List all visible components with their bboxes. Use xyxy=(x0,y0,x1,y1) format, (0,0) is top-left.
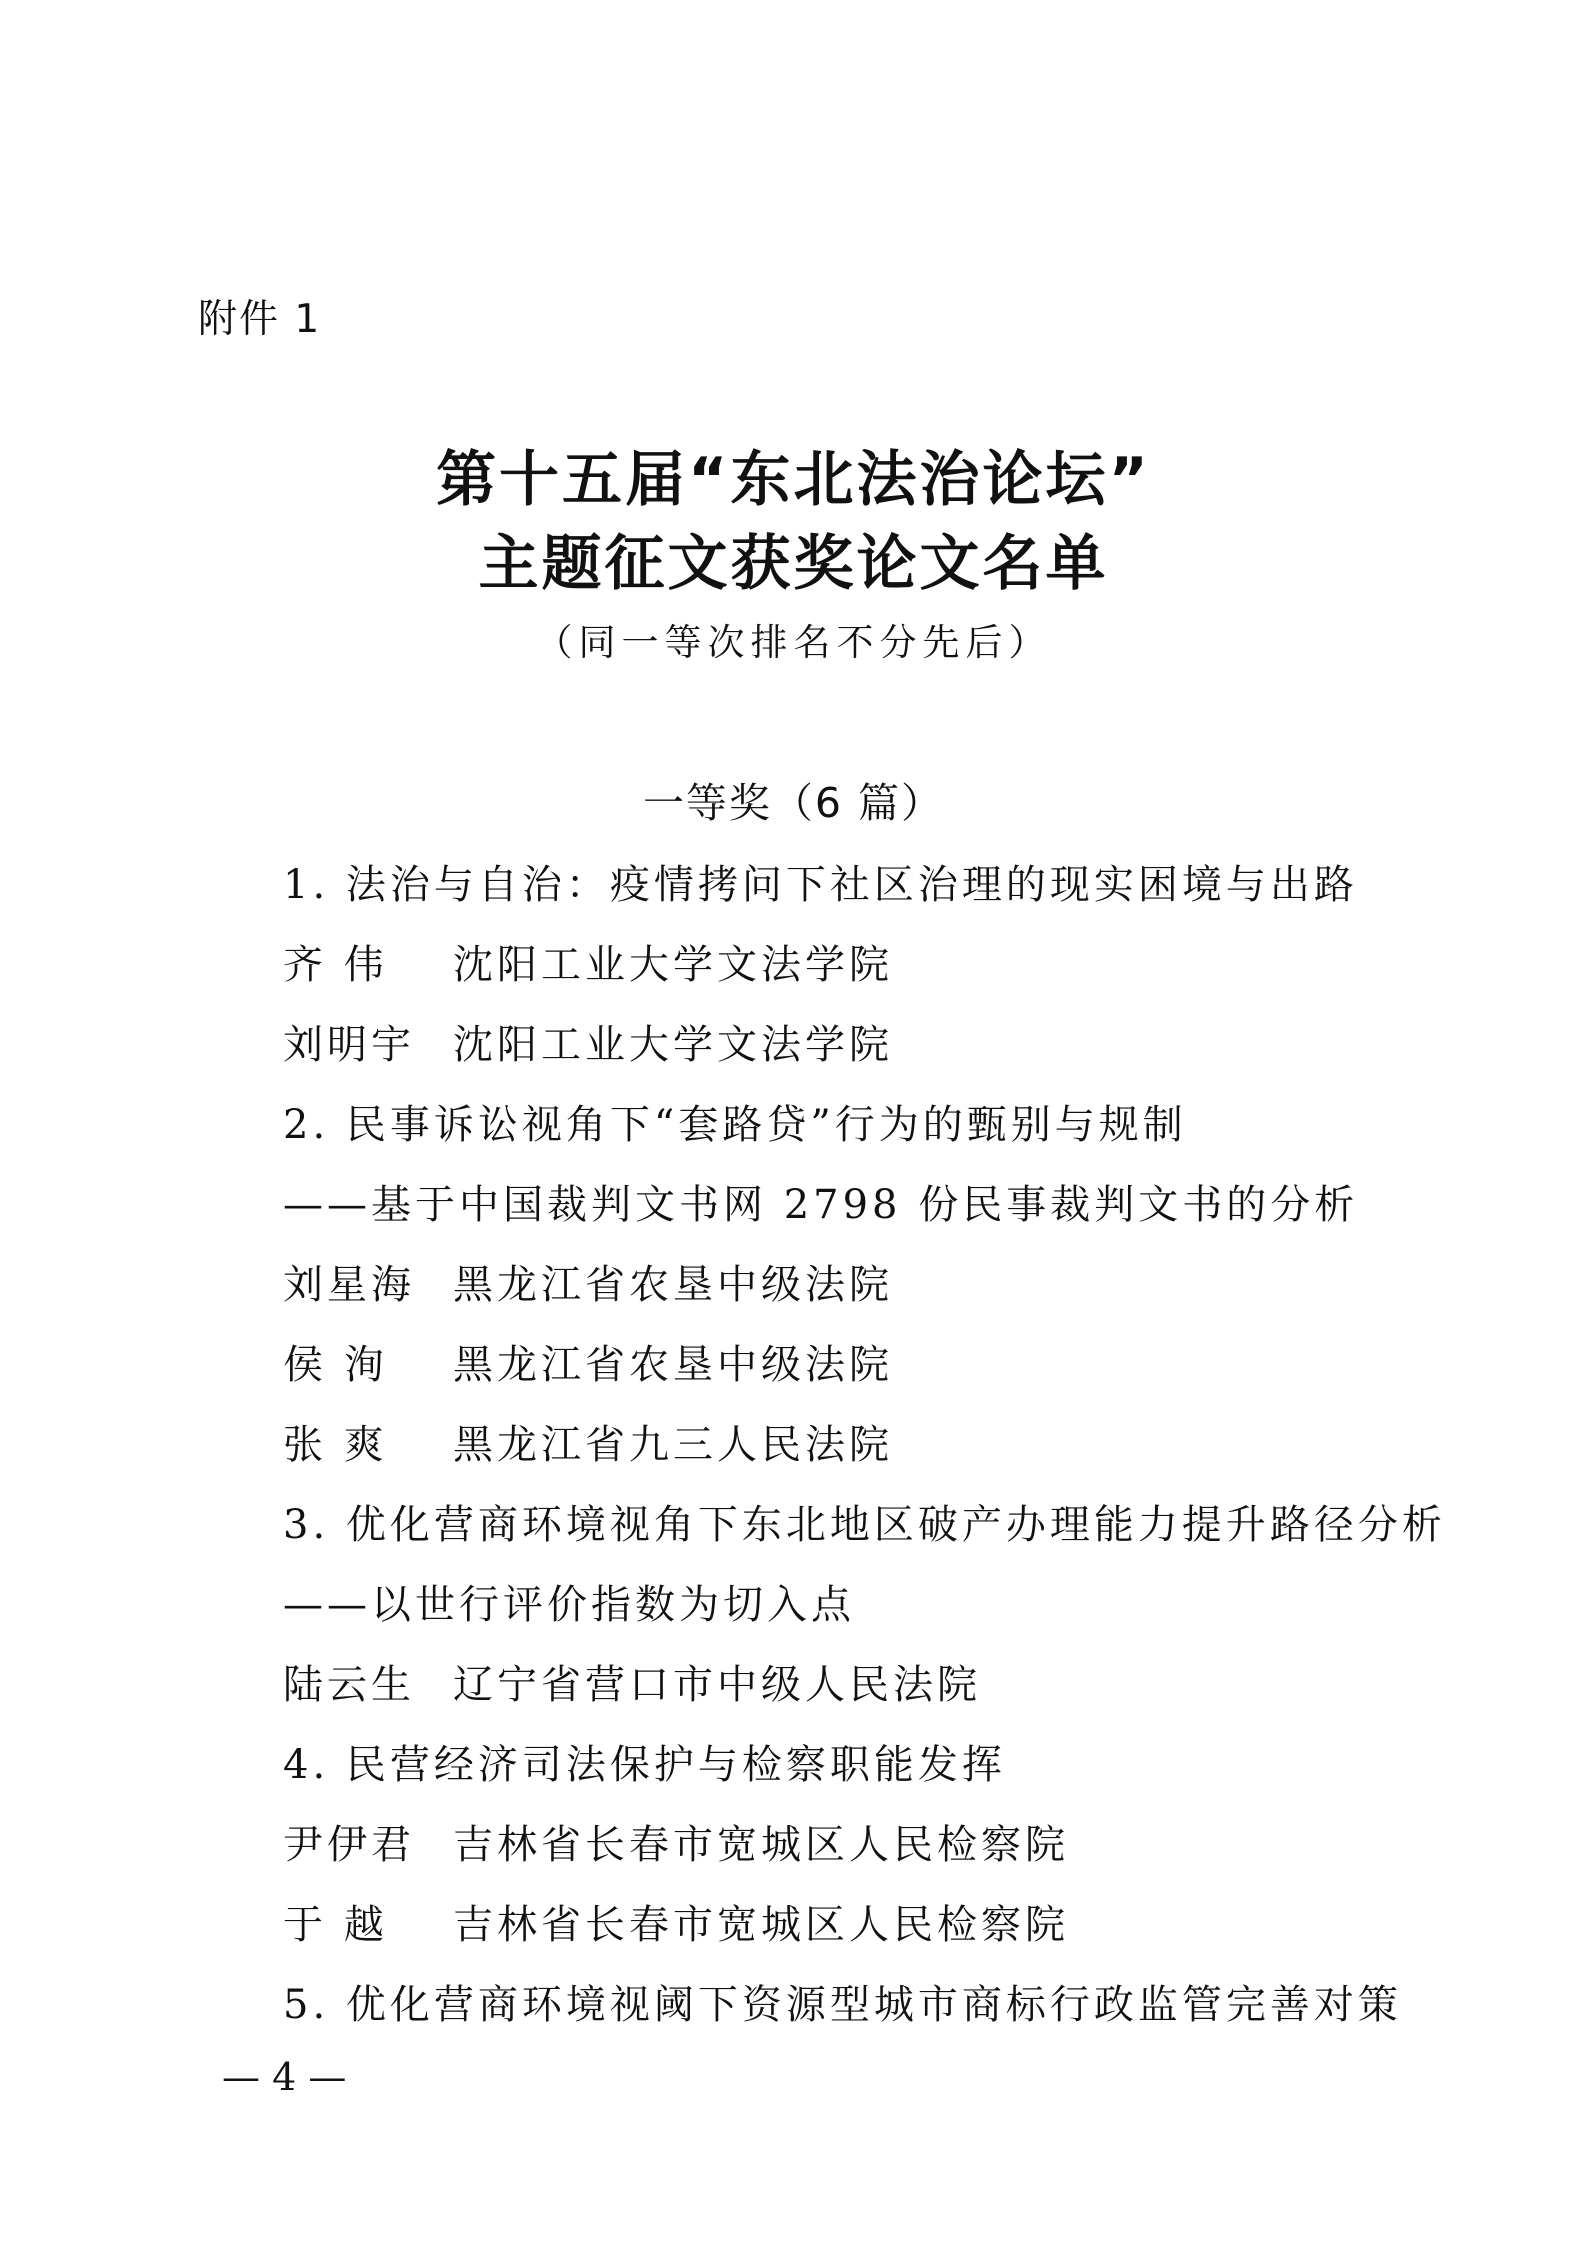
section-heading: 一等奖（6 篇） xyxy=(642,779,945,827)
author-org: 黑龙江省农垦中级法院 xyxy=(453,1342,893,1388)
author-name: 刘星海 xyxy=(283,1262,415,1308)
author-org: 黑龙江省农垦中级法院 xyxy=(453,1262,893,1308)
paper-title: 1. 法治与自治：疫情拷问下社区治理的现实困境与出路 xyxy=(283,862,1358,908)
attachment-label: 附件 1 xyxy=(198,297,322,342)
author-org: 吉林省长春市宽城区人民检察院 xyxy=(453,1902,1069,1948)
author-name: 陆云生 xyxy=(283,1662,415,1708)
author-row xyxy=(283,925,1433,1005)
author-org: 沈阳工业大学文法学院 xyxy=(453,942,893,988)
paper-title: 3. 优化营商环境视角下东北地区破产办理能力提升路径分析 xyxy=(283,1502,1446,1548)
paper-subtitle: ——以世行评价指数为切入点 xyxy=(283,1582,855,1628)
author-org: 辽宁省营口市中级人民法院 xyxy=(453,1662,981,1708)
author-org: 黑龙江省九三人民法院 xyxy=(453,1422,893,1468)
author-org: 吉林省长春市宽城区人民检察院 xyxy=(453,1822,1069,1868)
author-name: 侯 洵 xyxy=(283,1342,388,1388)
paper-title: 2. 民事诉讼视角下“套路贷”行为的甄别与规制 xyxy=(283,1102,1187,1148)
author-name: 张 爽 xyxy=(283,1422,388,1468)
paper-subtitle: ——基于中国裁判文书网 2798 份民事裁判文书的分析 xyxy=(283,1182,1359,1228)
author-org: 沈阳工业大学文法学院 xyxy=(453,1022,893,1068)
author-name: 尹伊君 xyxy=(283,1822,415,1868)
document-subtitle: （同一等次排名不分先后） xyxy=(535,621,1052,664)
award-list xyxy=(283,845,1446,2045)
author-name: 齐 伟 xyxy=(283,942,388,988)
author-row xyxy=(283,1805,1433,1885)
page-number: — 4 — xyxy=(222,2055,347,2099)
author-name: 于 越 xyxy=(283,1902,388,1948)
document-title-line2: 主题征文获奖论文名单 xyxy=(478,529,1109,599)
author-name: 刘明宇 xyxy=(283,1022,415,1068)
author-row xyxy=(283,1245,1433,1325)
author-row xyxy=(283,1645,1433,1725)
author-row xyxy=(283,1405,1433,1485)
document-title-line1: 第十五届“东北法治论坛” xyxy=(436,445,1151,515)
author-row xyxy=(283,1005,1433,1085)
author-row xyxy=(283,1885,1433,1965)
paper-title: 5. 优化营商环境视阈下资源型城市商标行政监管完善对策 xyxy=(283,1982,1402,2028)
paper-title: 4. 民营经济司法保护与检察职能发挥 xyxy=(283,1742,1006,1788)
author-row xyxy=(283,1325,1433,1405)
